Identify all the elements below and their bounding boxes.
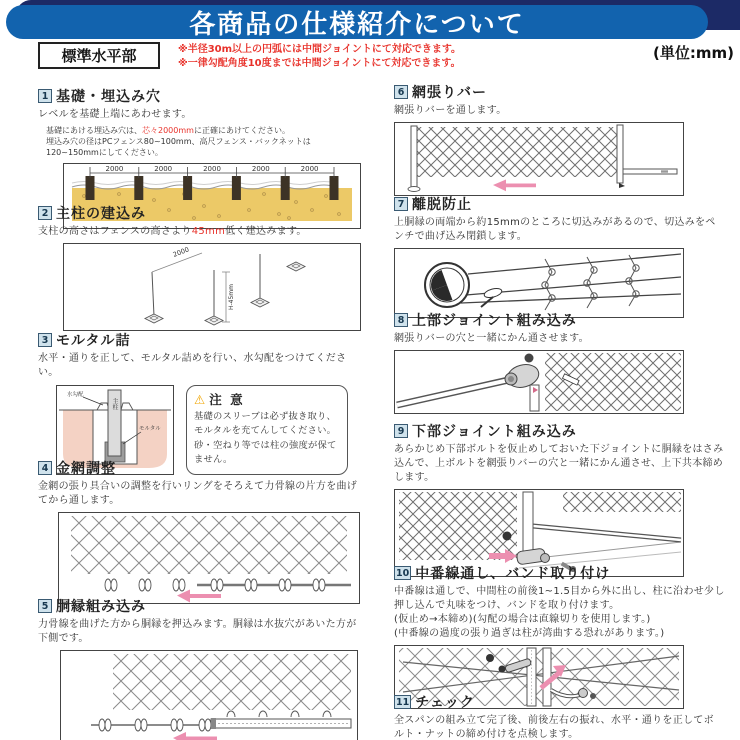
section-number: 10: [396, 567, 410, 579]
diagram-stretch-bar: [394, 122, 684, 196]
dim-label: 2000: [154, 164, 173, 173]
header-note-1: ※半径30m以上の円弧には中間ジョイントにて対応できます。: [178, 44, 462, 55]
section-number: 7: [394, 197, 408, 211]
diagram-mesh-adjust: [58, 512, 360, 604]
section-post-erection: [38, 203, 360, 331]
header-note-2: ※一律勾配角度10度までは中間ジョイントにて対応できます。: [178, 58, 461, 69]
note-text: 埋込み穴の径はPCフェンス80~100mm、高尺フェンス・バックネットは120~150mmにしてください。: [46, 137, 311, 158]
section-body: 水平・通りを正して、モルタル詰めを行い、水勾配をつけてください。: [38, 353, 347, 378]
body-text: 中番線は通しで、中間柱の前後1~1.5目から外に出し、柱に沿わせ少し押し込んで丸味をつけ、バンドを取り付けます。: [394, 586, 725, 611]
body-text: 低く建込みます。: [225, 226, 307, 237]
section-upper-joint: [394, 310, 724, 414]
body-highlight: 45mm: [191, 226, 226, 237]
dim-label: 2000: [171, 245, 191, 259]
note-text: に正確にあけてください。: [193, 126, 290, 135]
section-title: 中番線通し、バンド取り付け: [415, 566, 611, 582]
section-number: 9: [394, 424, 408, 438]
warning-icon: ⚠: [194, 392, 208, 407]
section-number: 8: [394, 313, 408, 327]
header-notes: [178, 43, 461, 71]
warning-body: 基礎のスリーブは必ず抜き取り、モルタルを充てんしてください。砂・空ねり等では柱の強度が保てません。: [194, 411, 337, 466]
section-number: 5: [38, 599, 52, 613]
section-body: あらかじめ下部ボルトを仮止めしておいた下ジョイントに胴縁をはさみ込んで、上ボルトを網張りバーの穴と一緒にかん通させ、上下共本締めします。: [394, 444, 724, 483]
section-title: 主柱の建込み: [56, 206, 146, 222]
section-body: 網張りバーの穴と一緒にかん通させます。: [394, 333, 589, 344]
section-body: 全スパンの組み立て完了後、前後左右の振れ、水平・通りを正してボルト・ナットの締め付けを点検します。: [394, 715, 714, 740]
section-title: 下部ジョイント組み込み: [412, 424, 577, 440]
section-title: 基礎・埋込み穴: [56, 89, 161, 105]
section-body: 網張りバーを通します。: [394, 105, 507, 116]
note-text: 基礎にあける埋込み穴は、: [46, 126, 142, 135]
section-title: 金網調整: [56, 461, 116, 477]
section-title: チェック: [415, 695, 475, 711]
section-small-notes: [46, 125, 360, 159]
diagram-upper-joint: [394, 350, 684, 414]
label-mortar: モルタル: [139, 426, 161, 432]
warning-title: 注 意: [209, 392, 245, 407]
section-body: [394, 585, 726, 641]
diagram-rail-insert: [60, 650, 358, 740]
arrow-left-icon: [493, 180, 536, 192]
section-number: 6: [394, 85, 408, 99]
banner: [6, 5, 708, 39]
section-title: 網張りバー: [412, 85, 487, 101]
page-title: 各商品の仕様紹介について: [189, 9, 525, 40]
section-mid-wire-band: [394, 563, 726, 709]
note-highlight: 芯々2000mm: [142, 126, 194, 135]
section-mesh-adjust: [38, 458, 360, 604]
section-body: 上胴縁の両端から約15mmのところに切込みがあるので、切込みをペンチで曲げ込み閉鎖します。: [394, 217, 716, 242]
section-body: [38, 225, 360, 239]
body-text: (中番線の過度の張り過ぎは柱が湾曲する恐れがあります。): [394, 628, 665, 639]
section-body: レベルを基礎上端にあわせます。: [38, 109, 192, 120]
section-title: モルタル詰: [56, 333, 131, 349]
section-mortar-fill: [38, 330, 360, 475]
diagram-detach-prevention: [394, 248, 684, 318]
category-label-box: [38, 42, 160, 69]
arrow-left-icon: [173, 732, 217, 740]
section-number: 11: [396, 696, 410, 708]
dim-label: 2000: [251, 164, 270, 173]
section-stretch-bar: [394, 82, 724, 196]
label-post: 主柱: [111, 398, 118, 410]
body-text: 支柱の高さはフェンスの高さより: [38, 226, 192, 237]
dim-label: H-45mm: [228, 283, 235, 311]
diagram-post-erection: [63, 243, 361, 331]
section-title: 離脱防止: [412, 197, 472, 213]
unit-label: (単位:mm): [653, 44, 734, 62]
body-text: (仮止め→本締め)(勾配の場合は直線切りを使用します。): [394, 614, 651, 625]
dim-label: 2000: [105, 164, 124, 173]
label-slope: 水勾配: [67, 392, 84, 398]
section-body: 金網の張り具合いの調整を行いリングをそろえて力骨線の片方を曲げてから通します。: [38, 481, 358, 506]
section-check: [394, 692, 724, 740]
section-number: 3: [38, 333, 52, 347]
section-lower-joint: [394, 421, 724, 577]
dim-label: 2000: [300, 164, 319, 173]
dim-label: 2000: [203, 164, 221, 173]
section-body: 力骨線を曲げた方から胴縁を押込みます。胴縁は水抜穴があいた方が下側です。: [38, 619, 357, 644]
section-number: 4: [38, 461, 52, 475]
section-detach-prevention: [394, 194, 724, 318]
section-rail-insert: [38, 596, 364, 740]
category-label: 標準水平部: [61, 47, 137, 65]
section-number: 2: [38, 206, 52, 220]
section-title: 上部ジョイント組み込み: [412, 313, 577, 329]
section-title: 胴縁組み込み: [56, 599, 146, 615]
section-number: 1: [38, 89, 52, 103]
